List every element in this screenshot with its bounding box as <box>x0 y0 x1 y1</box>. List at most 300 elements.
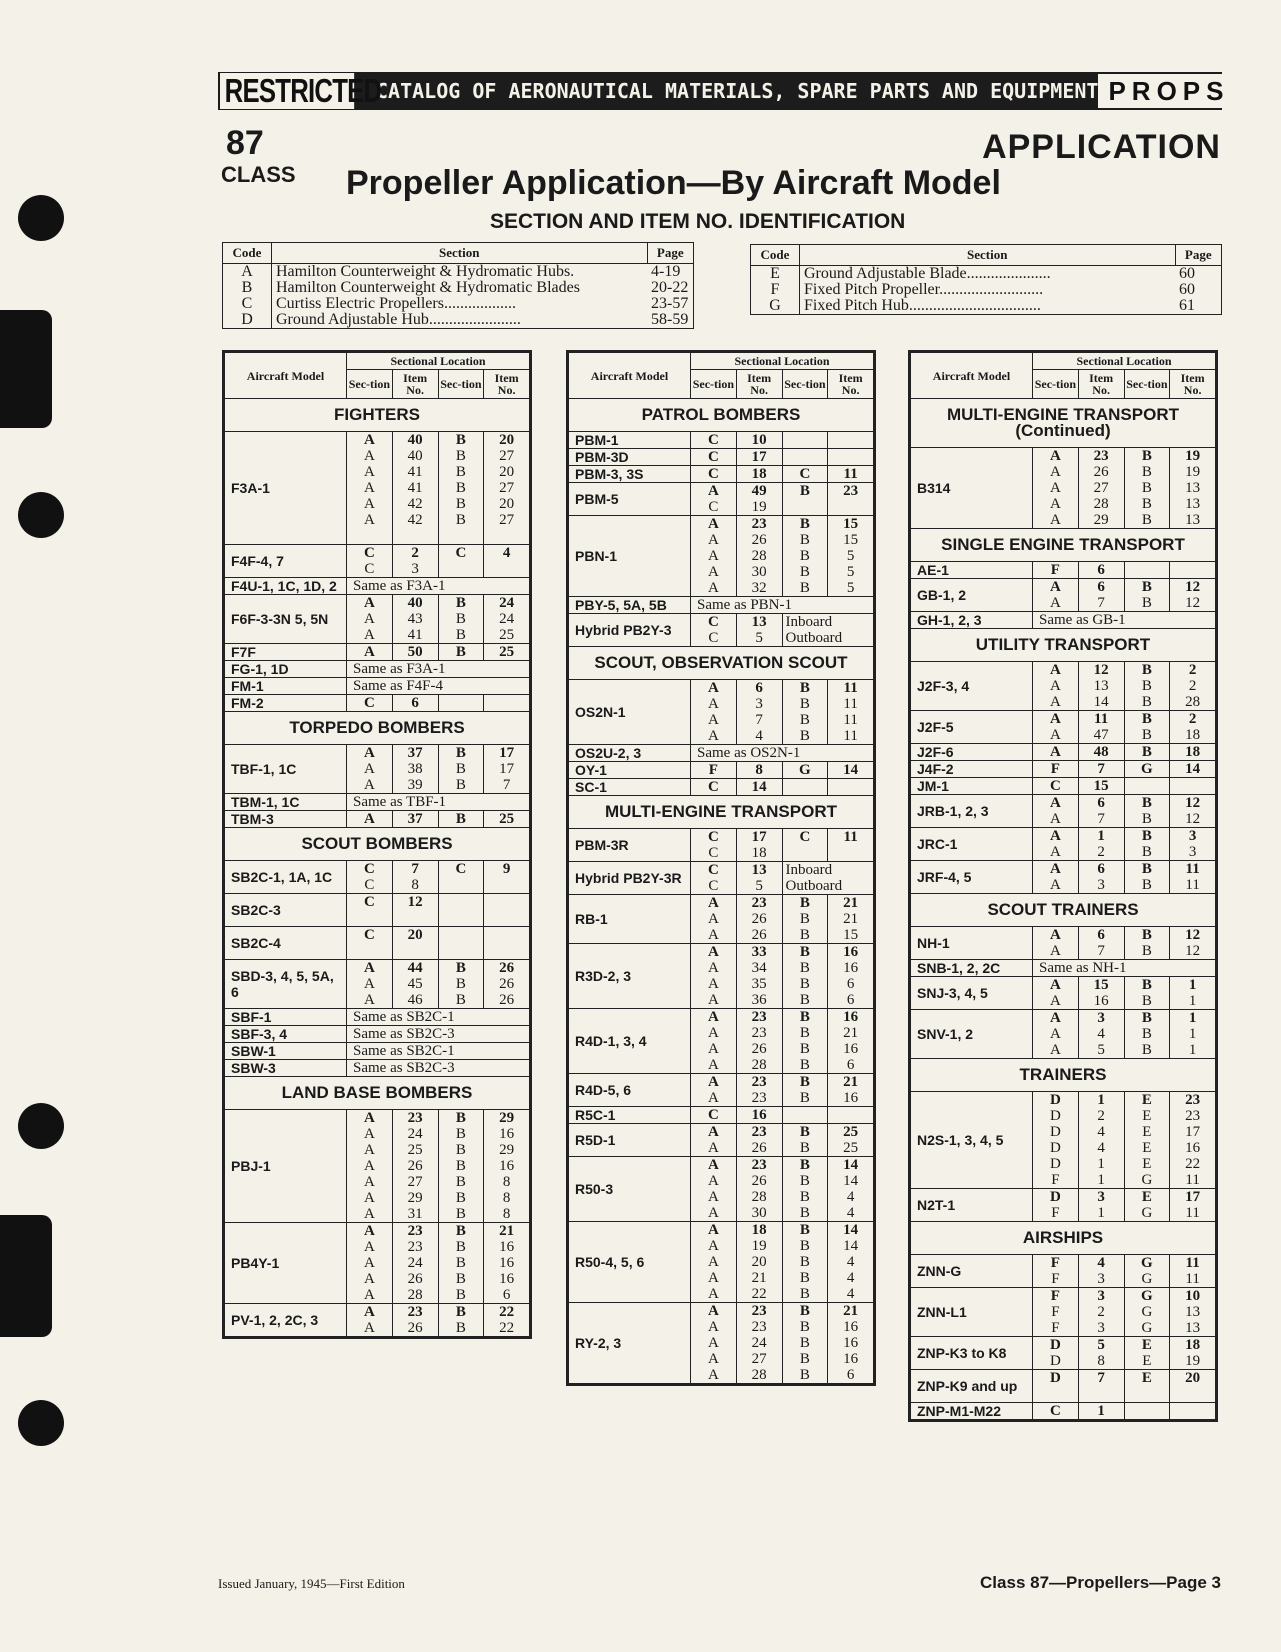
cell-value: E <box>1142 1140 1152 1156</box>
cell-s2 <box>438 745 484 794</box>
cell-value: 31 <box>407 1206 423 1222</box>
aircraft-model: SBD-3, 4, 5, 5A, 6 <box>225 960 347 1009</box>
legend-row <box>751 282 1222 298</box>
cell-value: 21 <box>843 1303 859 1319</box>
cell-value: B <box>1141 678 1152 694</box>
issued-date: Issued January, 1945—First Edition <box>218 1576 405 1591</box>
header-banner <box>218 72 1230 110</box>
cell-s2 <box>782 1074 828 1107</box>
cell-value: B <box>1141 480 1152 496</box>
cell-value: B <box>455 1287 466 1303</box>
cell-i1 <box>736 1157 782 1222</box>
cell-value: C <box>707 614 719 630</box>
cell-value: 12 <box>1185 927 1201 943</box>
cell-s1 <box>691 483 737 516</box>
cell-value: A <box>1049 496 1061 512</box>
cell-value: 18 <box>1185 744 1201 760</box>
cell-value: 10 <box>1185 1288 1201 1304</box>
cell-value: 4 <box>502 545 511 561</box>
cell-i1 <box>1078 761 1124 778</box>
cell-value: B <box>799 696 810 712</box>
cell-spacer <box>442 528 481 544</box>
cell-value: B <box>1141 662 1152 678</box>
cell-value: 19 <box>1185 448 1201 464</box>
cell-i2 <box>1170 861 1216 894</box>
aircraft-model: PBY-5, 5A, 5B <box>569 597 691 614</box>
cell-value: 13 <box>1185 512 1201 528</box>
cell-value: B <box>799 1238 810 1254</box>
same-as-note: Same as F4F-4 <box>347 678 530 695</box>
cell-value: A <box>1049 711 1061 727</box>
cell-value: 13 <box>1185 496 1201 512</box>
cell-value: 5 <box>846 548 855 564</box>
cell-value: G <box>1141 1320 1153 1336</box>
cell-value: 11 <box>843 712 858 728</box>
cell-value: B <box>1141 727 1152 743</box>
cell-i2 <box>828 829 874 862</box>
cell-value: B <box>1141 1010 1152 1026</box>
cell-value: 26 <box>499 960 515 976</box>
aircraft-model: PBN-1 <box>569 516 691 597</box>
cell-s1 <box>1033 711 1079 744</box>
aircraft-model: SBW-1 <box>225 1043 347 1060</box>
cell-value: 7 <box>1097 811 1105 827</box>
cell-i2 <box>828 1107 874 1124</box>
cell-value: C <box>1049 778 1061 794</box>
aircraft-model: FM-2 <box>225 695 347 712</box>
header-section: Sec-tion <box>1033 370 1079 399</box>
cell-value: 22 <box>1185 1156 1201 1172</box>
cell-i1 <box>392 1110 438 1223</box>
table-header-row <box>225 353 530 370</box>
cell-i1 <box>392 894 438 927</box>
cell-value: 3 <box>1097 1320 1105 1336</box>
cell-value: A <box>363 627 375 643</box>
cell-value: B <box>455 777 466 793</box>
binder-tab <box>0 310 52 428</box>
cell-value: A <box>707 927 719 943</box>
category-row <box>225 828 530 861</box>
cell-note <box>782 614 874 647</box>
table-row <box>911 1288 1216 1337</box>
cell-value: E <box>1142 1353 1152 1369</box>
cell-value: 5 <box>755 878 763 894</box>
cell-value: B <box>799 1254 810 1270</box>
cell-s2 <box>782 762 828 779</box>
cell-s1 <box>1033 562 1079 579</box>
cell-value: 24 <box>407 1255 423 1271</box>
cell-value: B <box>1141 579 1152 595</box>
cell-value: 19 <box>751 1238 767 1254</box>
cell-i1 <box>736 1303 782 1384</box>
cell-value: A <box>363 1239 375 1255</box>
cell-value: D <box>1049 1124 1061 1140</box>
cell-value: B <box>799 927 810 943</box>
cell-i1 <box>736 944 782 1009</box>
cell-value: C <box>707 779 719 795</box>
cell-value: B <box>1141 1026 1152 1042</box>
cell-value: D <box>1049 1108 1061 1124</box>
cell-value: A <box>1049 480 1061 496</box>
cell-value: B <box>799 992 810 1008</box>
cell-value: A <box>363 432 375 448</box>
cell-value: A <box>707 1351 719 1367</box>
cell-value: A <box>707 680 719 696</box>
cell-value: A <box>363 811 375 827</box>
cell-s2 <box>1124 927 1170 960</box>
cell-value: 22 <box>751 1286 767 1302</box>
cell-s2 <box>438 1223 484 1304</box>
cell-value: 23 <box>1185 1092 1201 1108</box>
cell-value: 21 <box>843 911 859 927</box>
aircraft-model: SC-1 <box>569 779 691 796</box>
cell-i1 <box>736 483 782 516</box>
cell-value: 8 <box>502 1190 511 1206</box>
cell-value: 6 <box>846 1367 855 1383</box>
cell-value: A <box>707 1270 719 1286</box>
table-row <box>911 1337 1216 1370</box>
header-aircraft-model: Aircraft Model <box>911 353 1033 399</box>
cell-value: 24 <box>499 595 515 611</box>
cell-value: 26 <box>751 1173 767 1189</box>
cell-value: A <box>1049 1042 1061 1058</box>
aircraft-model: R4D-5, 6 <box>569 1074 691 1107</box>
cell-i1 <box>392 927 438 960</box>
cell-value: 40 <box>407 595 423 611</box>
section-legend-left <box>222 242 694 329</box>
cell-value: 3 <box>1097 1271 1105 1287</box>
cell-value: 37 <box>407 811 423 827</box>
cell-i1 <box>1078 1337 1124 1370</box>
cell-s1 <box>691 1107 737 1124</box>
category-heading: SCOUT, OBSERVATION SCOUT <box>569 647 874 680</box>
application-table <box>910 352 1216 1420</box>
cell-i1 <box>736 829 782 862</box>
table-row <box>911 662 1216 711</box>
cell-value: A <box>707 1140 719 1156</box>
cell-value: 27 <box>499 480 515 496</box>
cell-value: A <box>1049 993 1061 1009</box>
aircraft-model: ZNP-M1-M22 <box>911 1403 1033 1420</box>
cell-s1 <box>691 862 737 895</box>
cell-value: 41 <box>407 480 423 496</box>
cell-value: D <box>1049 1140 1061 1156</box>
cell-value: F <box>1051 1304 1060 1320</box>
legend-header-page: Page <box>647 243 694 264</box>
cell-value: 21 <box>843 1074 859 1090</box>
cell-value: 3 <box>755 696 763 712</box>
cell-s1 <box>1033 579 1079 612</box>
cell-value: 23 <box>751 1074 767 1090</box>
table-row <box>911 927 1216 960</box>
cell-i2 <box>1170 1337 1216 1370</box>
cell-i1 <box>736 432 782 449</box>
legend-code: E <box>751 266 800 283</box>
cell-i2 <box>828 432 874 449</box>
cell-value: 16 <box>843 944 859 960</box>
cell-i2 <box>828 1157 874 1222</box>
aircraft-model: B314 <box>911 448 1033 529</box>
cell-s2 <box>438 811 484 828</box>
restricted-label: RESTRICTED <box>220 73 354 109</box>
header-section: Sec-tion <box>347 370 393 399</box>
category-heading: SCOUT TRAINERS <box>911 894 1216 927</box>
cell-i2 <box>1170 977 1216 1010</box>
cell-value: D <box>1049 1370 1061 1386</box>
cell-value: A <box>1049 512 1061 528</box>
same-as-note: Same as F3A-1 <box>347 578 530 595</box>
table-row <box>911 612 1216 629</box>
legend-section: Ground Adjustable Blade..................... <box>804 265 1051 282</box>
cell-s1 <box>347 644 393 661</box>
cell-spacer <box>350 943 389 959</box>
cell-i1 <box>736 449 782 466</box>
cell-value: E <box>1141 1092 1152 1108</box>
cell-value: 17 <box>499 745 515 761</box>
cell-i1 <box>1078 711 1124 744</box>
same-as-note: Same as SB2C-3 <box>347 1060 530 1077</box>
cell-value: 28 <box>751 1367 767 1383</box>
table-row <box>569 516 874 597</box>
category-heading: AIRSHIPS <box>911 1222 1216 1255</box>
table-row <box>225 1060 530 1077</box>
cell-s1 <box>691 1157 737 1222</box>
aircraft-model: J2F-5 <box>911 711 1033 744</box>
table-row <box>569 432 874 449</box>
cell-value: B <box>455 512 466 528</box>
legend-page: 20-22 <box>651 279 689 296</box>
cell-s2 <box>1124 795 1170 828</box>
cell-value: C <box>364 877 375 893</box>
cell-s2 <box>782 516 828 597</box>
cell-value: 2 <box>1188 678 1197 694</box>
cell-i2 <box>1170 927 1216 960</box>
cell-spacer <box>487 877 526 893</box>
cell-value: 11 <box>1094 711 1109 727</box>
cell-value: 25 <box>843 1140 859 1156</box>
cell-value: 16 <box>499 1239 515 1255</box>
cell-s1 <box>1033 744 1079 761</box>
cell-spacer <box>831 499 870 515</box>
legend-section: Fixed Pitch Hub................................. <box>804 297 1041 314</box>
cell-i1 <box>1078 1255 1124 1288</box>
cell-value: 26 <box>751 1041 767 1057</box>
cell-i1 <box>736 895 782 944</box>
cell-s2 <box>1124 1288 1170 1337</box>
cell-i1 <box>736 1074 782 1107</box>
cell-value: 9 <box>502 861 511 877</box>
cell-value: 1 <box>1097 1156 1105 1172</box>
aircraft-model: ZNP-K3 to K8 <box>911 1337 1033 1370</box>
cell-value: 38 <box>407 761 423 777</box>
cell-s2 <box>782 1009 828 1074</box>
cell-value: A <box>1049 727 1061 743</box>
aircraft-model: R5D-1 <box>569 1124 691 1157</box>
aircraft-model: PV-1, 2, 2C, 3 <box>225 1304 347 1337</box>
cell-i1 <box>392 695 438 712</box>
cell-value: B <box>799 1319 810 1335</box>
cell-value: 15 <box>843 516 859 532</box>
cell-value: A <box>1049 595 1061 611</box>
cell-value: A <box>363 1271 375 1287</box>
cell-value: 6 <box>1097 579 1105 595</box>
aircraft-model: R50-4, 5, 6 <box>569 1222 691 1303</box>
cell-value: 41 <box>407 627 423 643</box>
cell-i2 <box>1170 579 1216 612</box>
category-row <box>225 712 530 745</box>
cell-value: 33 <box>751 944 767 960</box>
cell-value: 17 <box>751 449 767 465</box>
table-row <box>911 711 1216 744</box>
legend-code: D <box>223 312 272 329</box>
cell-s2 <box>1124 778 1170 795</box>
same-as-note: Same as SB2C-1 <box>347 1043 530 1060</box>
cell-i1 <box>392 1304 438 1337</box>
aircraft-model: NH-1 <box>911 927 1033 960</box>
cell-s2 <box>782 1157 828 1222</box>
cell-spacer <box>442 935 481 951</box>
cell-s2 <box>1124 828 1170 861</box>
header-aircraft-model: Aircraft Model <box>569 353 691 399</box>
cell-value: A <box>707 976 719 992</box>
cell-value: 25 <box>499 811 515 827</box>
aircraft-model: JRC-1 <box>911 828 1033 861</box>
cell-spacer <box>442 902 481 918</box>
cell-value: G <box>1141 1288 1153 1304</box>
cell-spacer <box>487 902 526 918</box>
cell-value: 26 <box>751 532 767 548</box>
cell-value: 19 <box>1185 1353 1201 1369</box>
cell-value: 1 <box>1188 1026 1197 1042</box>
cell-spacer <box>396 910 435 926</box>
cell-value: 14 <box>843 762 859 778</box>
cell-value: B <box>455 811 466 827</box>
aircraft-model: JRF-4, 5 <box>911 861 1033 894</box>
cell-value: 1 <box>1097 1092 1105 1108</box>
table-row <box>569 862 874 895</box>
cell-value: B <box>1141 844 1152 860</box>
category-row <box>911 894 1216 927</box>
cell-value: B <box>455 595 466 611</box>
cell-value: 11 <box>843 829 858 845</box>
table-row <box>569 483 874 516</box>
aircraft-model: PB4Y-1 <box>225 1223 347 1304</box>
category-row <box>569 399 874 432</box>
cell-value: 1 <box>1188 1010 1197 1026</box>
cell-i2 <box>828 483 874 516</box>
cell-s2 <box>782 779 828 796</box>
cell-value: 40 <box>407 448 423 464</box>
legend-header-page: Page <box>1175 245 1222 266</box>
cell-value: E <box>1142 1124 1152 1140</box>
cell-value: 6 <box>1097 795 1105 811</box>
aircraft-model: TBM-3 <box>225 811 347 828</box>
aircraft-model: AE-1 <box>911 562 1033 579</box>
aircraft-model: SBF-3, 4 <box>225 1026 347 1043</box>
cell-value: 40 <box>407 432 423 448</box>
legend-section: Fixed Pitch Propeller.......................... <box>804 281 1044 298</box>
cell-value: B <box>1141 861 1152 877</box>
cell-value: 7 <box>411 861 419 877</box>
cell-value: 11 <box>1185 861 1200 877</box>
table-header-row <box>569 353 874 370</box>
legend-code: F <box>751 282 800 298</box>
cell-s2 <box>438 545 484 578</box>
category-heading: FIGHTERS <box>225 399 530 432</box>
same-as-note: Same as SB2C-1 <box>347 1009 530 1026</box>
cell-value: 35 <box>751 976 767 992</box>
table-row <box>569 829 874 862</box>
cell-i2 <box>484 861 530 894</box>
table-row <box>225 545 530 578</box>
cell-s2 <box>438 595 484 644</box>
cell-s1 <box>1033 1403 1079 1420</box>
cell-s1 <box>347 927 393 960</box>
table-row <box>225 894 530 927</box>
cell-s1 <box>1033 761 1079 778</box>
cell-s2 <box>782 1222 828 1303</box>
cell-value: 1 <box>1097 1172 1105 1188</box>
cell-i2 <box>484 745 530 794</box>
cell-value: B <box>799 1286 810 1302</box>
cell-value: 7 <box>1097 595 1105 611</box>
cell-value: 21 <box>499 1223 515 1239</box>
cell-value: B <box>455 745 466 761</box>
cell-value: B <box>799 1057 810 1073</box>
cell-value: A <box>363 1287 375 1303</box>
table-row <box>569 1303 874 1384</box>
cell-value: A <box>363 745 375 761</box>
table-row <box>225 678 530 695</box>
cell-value: 21 <box>843 1025 859 1041</box>
cell-s2 <box>782 449 828 466</box>
cell-value: 11 <box>843 696 858 712</box>
header-item: Item No. <box>392 370 438 399</box>
cell-value: 49 <box>751 483 767 499</box>
cell-s2 <box>1124 711 1170 744</box>
aircraft-model: FG-1, 1D <box>225 661 347 678</box>
cell-value: B <box>455 627 466 643</box>
cell-s1 <box>691 779 737 796</box>
table-row <box>225 1009 530 1026</box>
cell-value: C <box>799 829 811 845</box>
cell-i1 <box>392 861 438 894</box>
cell-i1 <box>392 432 438 545</box>
cell-value: 6 <box>846 992 855 1008</box>
cell-value: 18 <box>751 1222 767 1238</box>
cell-spacer <box>350 528 389 544</box>
cell-value: B <box>799 1189 810 1205</box>
cell-spacer <box>442 561 481 577</box>
cell-value: 30 <box>751 564 767 580</box>
cell-i1 <box>392 644 438 661</box>
cell-value: 5 <box>755 630 763 646</box>
aircraft-model: OY-1 <box>569 762 691 779</box>
cell-spacer <box>786 499 825 515</box>
cell-s2 <box>782 944 828 1009</box>
cell-i2 <box>1170 778 1216 795</box>
cell-value: A <box>1049 694 1061 710</box>
cell-value: 17 <box>1185 1124 1201 1140</box>
cell-i1 <box>1078 795 1124 828</box>
cell-i2 <box>1170 744 1216 761</box>
cell-value: 4 <box>846 1270 855 1286</box>
table-row <box>569 1157 874 1222</box>
section-legend-right <box>750 244 1222 315</box>
cell-value: B <box>799 483 810 499</box>
cell-value: C <box>363 894 375 910</box>
cell-value: B <box>455 1206 466 1222</box>
